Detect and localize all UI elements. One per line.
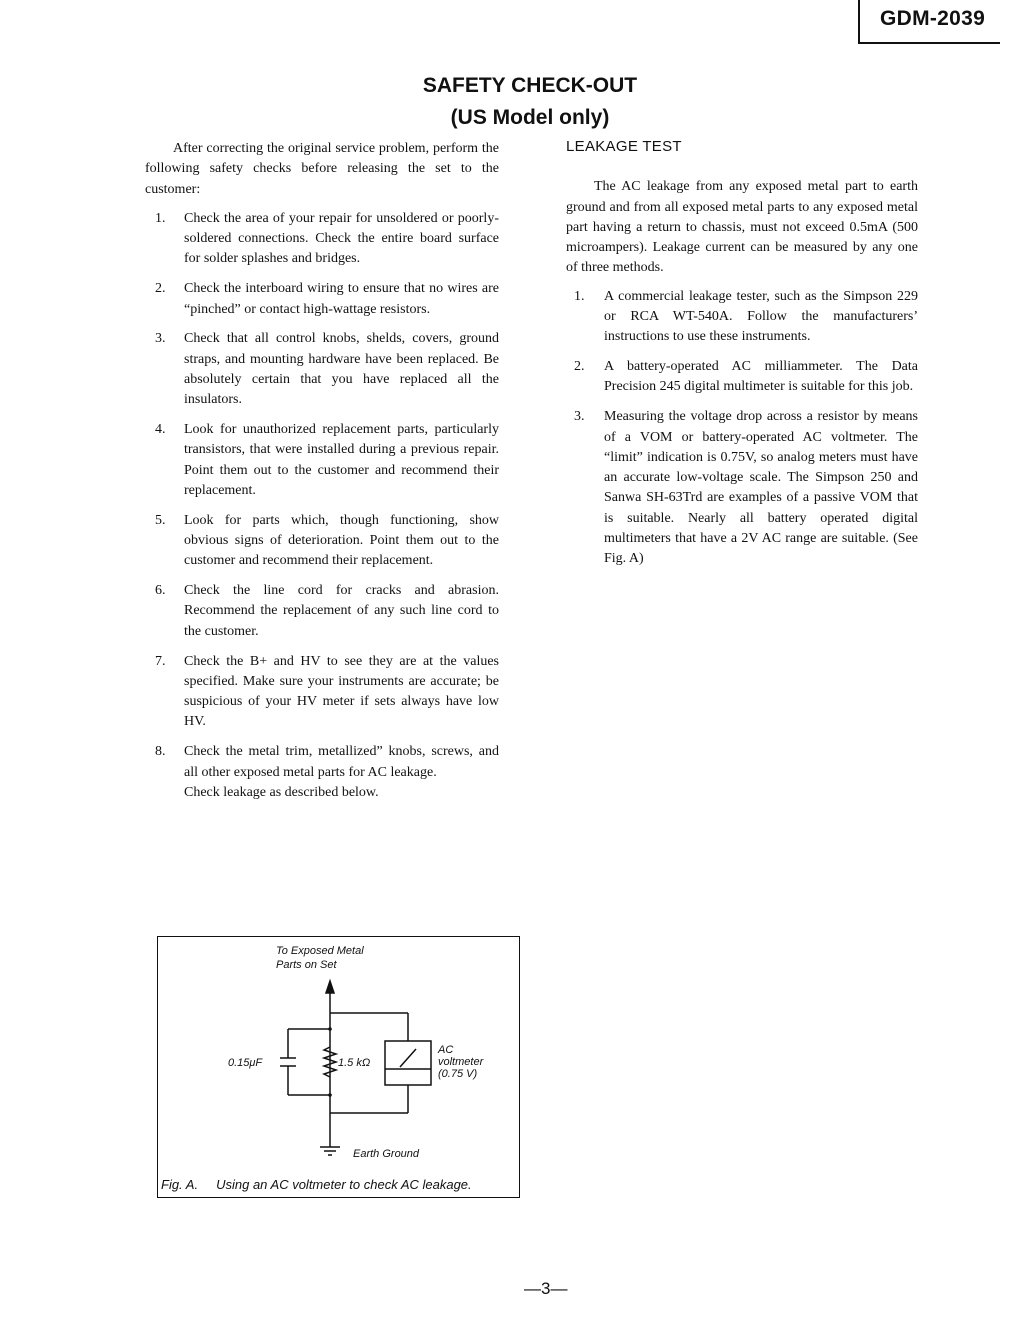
check-item-text: Look for unauthorized replacement parts, particularly transistors, that were installed during a previous repair. Point them out to the customer and recommend their replacement.: [184, 422, 499, 498]
method-item-number: 3.: [574, 409, 585, 425]
capacitor-label: 0.15μF: [228, 1057, 263, 1069]
check-item-number: 2.: [155, 281, 166, 297]
check-item-number: 1.: [155, 210, 166, 226]
check-item: [145, 279, 499, 320]
junction-dot: [328, 1093, 332, 1097]
check-item-text: Check the metal trim, metallized” knobs, screws, and all other exposed metal parts for AC leakage.: [184, 744, 499, 780]
check-item: [145, 511, 499, 572]
check-item-text: Check the B+ and HV to see they are at the values specified. Make sure your instruments are accurate; be suspicious of your HV meter if sets always have low HV.: [184, 653, 499, 730]
check-item-number: 8.: [155, 744, 166, 760]
check-item: [145, 581, 499, 642]
junction-dot: [328, 1027, 332, 1031]
method-item-text: A commercial leakage tester, such as the Simpson 229 or RCA WT-540A. Follow the manufacturers’ instructions to use these instruments.: [604, 288, 918, 345]
arrow-icon: [326, 981, 334, 993]
voltmeter-needle: [400, 1049, 416, 1067]
figure-caption: [161, 1177, 472, 1192]
check-item-text: Look for parts which, though functioning, show obvious signs of deterioration. Point them out to the customer and recommend their replacement.: [184, 512, 499, 569]
meter-label-1: AC: [438, 1044, 454, 1056]
check-item: [145, 209, 499, 270]
page-number: —3—: [524, 1279, 568, 1298]
check-item-text: Check the area of your repair for unsoldered or poorly-soldered connections. Check the entire board surface for solder splashes and bridges.: [184, 210, 499, 267]
meter-label-3: (0.75 V): [438, 1068, 478, 1080]
leakage-test-column: [566, 137, 918, 579]
leakage-paragraph: The AC leakage from any exposed metal part to earth ground and from all exposed metal parts to any exposed metal part having a return to chassis, must not exceed 0.5mA (500 microampers). Leakage current can be measured by any one of three methods.: [566, 179, 918, 276]
method-item-number: 2.: [574, 359, 585, 375]
model-number-box: [858, 0, 1000, 44]
method-item-text: A battery-operated AC milliammeter. The Data Precision 245 digital multimeter is suitable for this job.: [604, 359, 918, 395]
top-label-line1: To Exposed Metal: [276, 945, 364, 957]
check-item-number: 3.: [155, 331, 166, 347]
check-item-text: Check the interboard wiring to ensure that no wires are “pinched” or contact high-wattage resistors.: [184, 281, 499, 317]
check-item-number: 7.: [155, 653, 166, 669]
section-title: LEAKAGE TEST: [566, 138, 682, 155]
method-item-number: 1.: [574, 288, 585, 304]
check-item-text: Check the line cord for cracks and abrasion. Recommend the replacement of any such line cord to the customer.: [184, 583, 499, 639]
model-number: GDM-2039: [880, 7, 986, 30]
page-subtitle: (US Model only): [450, 106, 610, 129]
top-label-line2: Parts on Set: [276, 959, 337, 971]
intro-paragraph: After correcting the original service problem, perform the following safety checks before releasing the set to the customer:: [145, 141, 499, 197]
figure-caption-text: Using an AC voltmeter to check AC leakage.: [216, 1177, 472, 1192]
check-item: [145, 742, 499, 803]
circuit-diagram: [158, 937, 521, 1199]
check-item-number: 4.: [155, 422, 166, 438]
ground-label: Earth Ground: [353, 1148, 420, 1160]
method-item: [566, 287, 918, 348]
check-item: [145, 420, 499, 501]
check-item-number: 6.: [155, 583, 166, 599]
check-item: [145, 652, 499, 733]
check-item-text: Check that all control knobs, shelds, covers, ground straps, and mounting hardware have been replaced. Be absolutely certain that you have replaced all the insulators.: [184, 331, 499, 408]
figure-caption-label: Fig. A.: [161, 1177, 199, 1192]
method-item-text: Measuring the voltage drop across a resistor by means of a VOM or battery-operated AC voltmeter. The “limit” indication is 0.75V, so analog meters must have an accurate low-voltage scale. The Simpson 250 and Sanwa SH-63Trd are examples of a passive VOM that is suitable. Nearly all battery operated digital multimeters that have a 2V AC range are suitable. (See Fig. A): [604, 409, 918, 567]
method-item: [566, 357, 918, 398]
check-item-number: 5.: [155, 512, 166, 528]
method-item: [566, 407, 918, 569]
safety-checks-column: [145, 139, 499, 813]
resistor-label: 1.5 kΩ: [338, 1057, 371, 1069]
page-title: SAFETY CHECK-OUT: [422, 74, 638, 97]
figure-a: [157, 936, 520, 1198]
check-item: [145, 329, 499, 410]
check-item-note: Check leakage as described below.: [184, 784, 379, 800]
meter-label-2: voltmeter: [438, 1056, 484, 1068]
voltmeter-icon: [385, 1041, 431, 1085]
